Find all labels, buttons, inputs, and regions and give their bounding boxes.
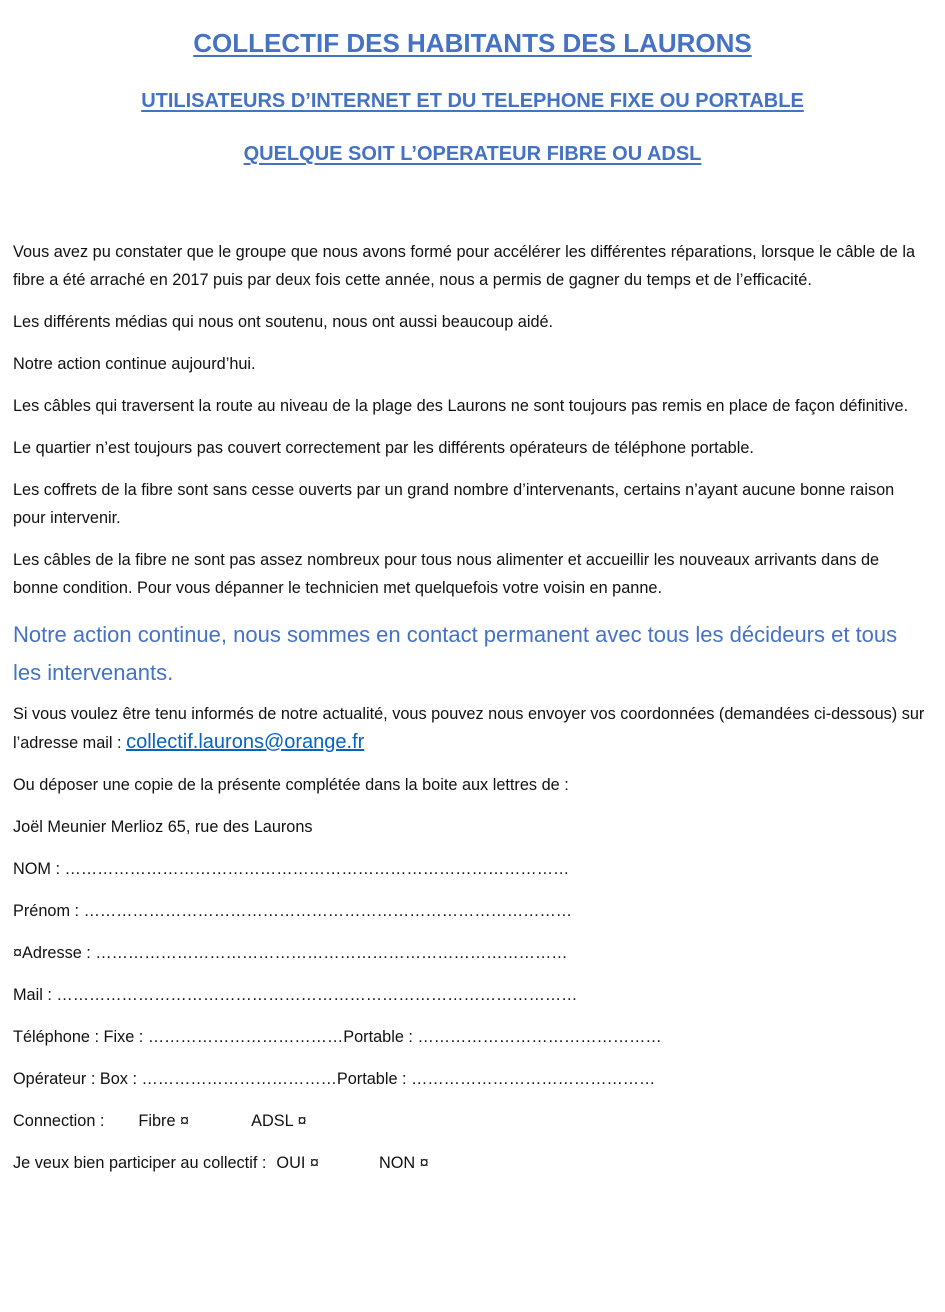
paragraph-action: Notre action continue aujourd’hui. bbox=[13, 355, 256, 373]
highlight-statement: Notre action continue, nous sommes en contact permanent avec tous les décideurs et tous les intervenants. bbox=[13, 622, 898, 685]
document-title: COLLECTIF DES HABITANTS DES LAURONS bbox=[193, 28, 752, 58]
connection-fibre-checkbox[interactable]: Fibre ¤ bbox=[138, 1112, 190, 1130]
form-telephone-portable[interactable]: Portable : ……………………………………… bbox=[343, 1028, 662, 1046]
paragraph-cables-road: Les câbles qui traversent la route au niveau de la plage des Laurons ne sont toujours pas remis en place de façon définitive. bbox=[13, 397, 909, 415]
form-telephone bbox=[13, 1023, 928, 1051]
form-adresse[interactable]: ¤Adresse : …………………………………………………………………………… bbox=[13, 944, 568, 962]
paragraph-media: Les différents médias qui nous ont soutenu, nous ont aussi beaucoup aidé. bbox=[13, 313, 554, 331]
form-participer bbox=[13, 1149, 928, 1177]
contact-text: Si vous voulez être tenu informés de notre actualité, vous pouvez nous envoyer vos coordonnées (demandées ci-dessous) sur l’adresse mail : bbox=[13, 705, 925, 752]
paragraph-drop-off: Ou déposer une copie de la présente complétée dans la boite aux lettres de : bbox=[13, 776, 569, 794]
paragraph-cables-capacity: Les câbles de la fibre ne sont pas assez nombreux pour tous nous alimenter et accueillir les nouveaux arrivants dans de bonne condition. Pour vous dépanner le technicien met quelquefois votre voisin en panne. bbox=[13, 551, 880, 597]
paragraph-address: Joël Meunier Merlioz 65, rue des Laurons bbox=[13, 818, 313, 836]
form-connection bbox=[13, 1107, 928, 1135]
document-subtitle-operator: QUELQUE SOIT L’OPERATEUR FIBRE OU ADSL bbox=[243, 143, 702, 165]
form-operateur-portable[interactable]: Portable : ……………………………………… bbox=[336, 1070, 656, 1088]
connection-label: Connection : bbox=[13, 1112, 105, 1130]
form-nom[interactable]: NOM : ………………………………………………………………………………… bbox=[13, 860, 570, 878]
paragraph-coverage: Le quartier n’est toujours pas couvert correctement par les différents opérateurs de téléphone portable. bbox=[13, 439, 754, 457]
document-body bbox=[13, 238, 928, 1191]
form-operateur-box[interactable]: Opérateur : Box : ……………………………… bbox=[13, 1070, 337, 1088]
form-prenom[interactable]: Prénom : ……………………………………………………………………………… bbox=[13, 902, 573, 920]
form-mail[interactable]: Mail : …………………………………………………………………………………… bbox=[13, 986, 578, 1004]
form-telephone-fixe[interactable]: Téléphone : Fixe : ……………………………… bbox=[13, 1028, 344, 1046]
form-operateur bbox=[13, 1065, 928, 1093]
paragraph-intro: Vous avez pu constater que le groupe que nous avons formé pour accélérer les différentes réparations, lorsque le câble de la fibre a été arraché en 2017 puis par deux fois cette année, nous a permis de gagner du temps et de l’efficacité. bbox=[13, 243, 916, 289]
participer-label: Je veux bien participer au collectif : bbox=[13, 1154, 267, 1172]
document-subtitle-users: UTILISATEURS D’INTERNET ET DU TELEPHONE FIXE OU PORTABLE bbox=[141, 90, 804, 112]
email-link[interactable]: collectif.laurons@orange.fr bbox=[126, 731, 365, 753]
paragraph-contact bbox=[13, 700, 928, 757]
connection-adsl-checkbox[interactable]: ADSL ¤ bbox=[251, 1112, 307, 1130]
participer-non-checkbox[interactable]: NON ¤ bbox=[378, 1154, 429, 1172]
participer-oui-checkbox[interactable]: OUI ¤ bbox=[276, 1154, 319, 1172]
paragraph-boxes: Les coffrets de la fibre sont sans cesse ouverts par un grand nombre d’intervenants, certains n’ayant aucune bonne raison pour intervenir. bbox=[13, 481, 895, 527]
